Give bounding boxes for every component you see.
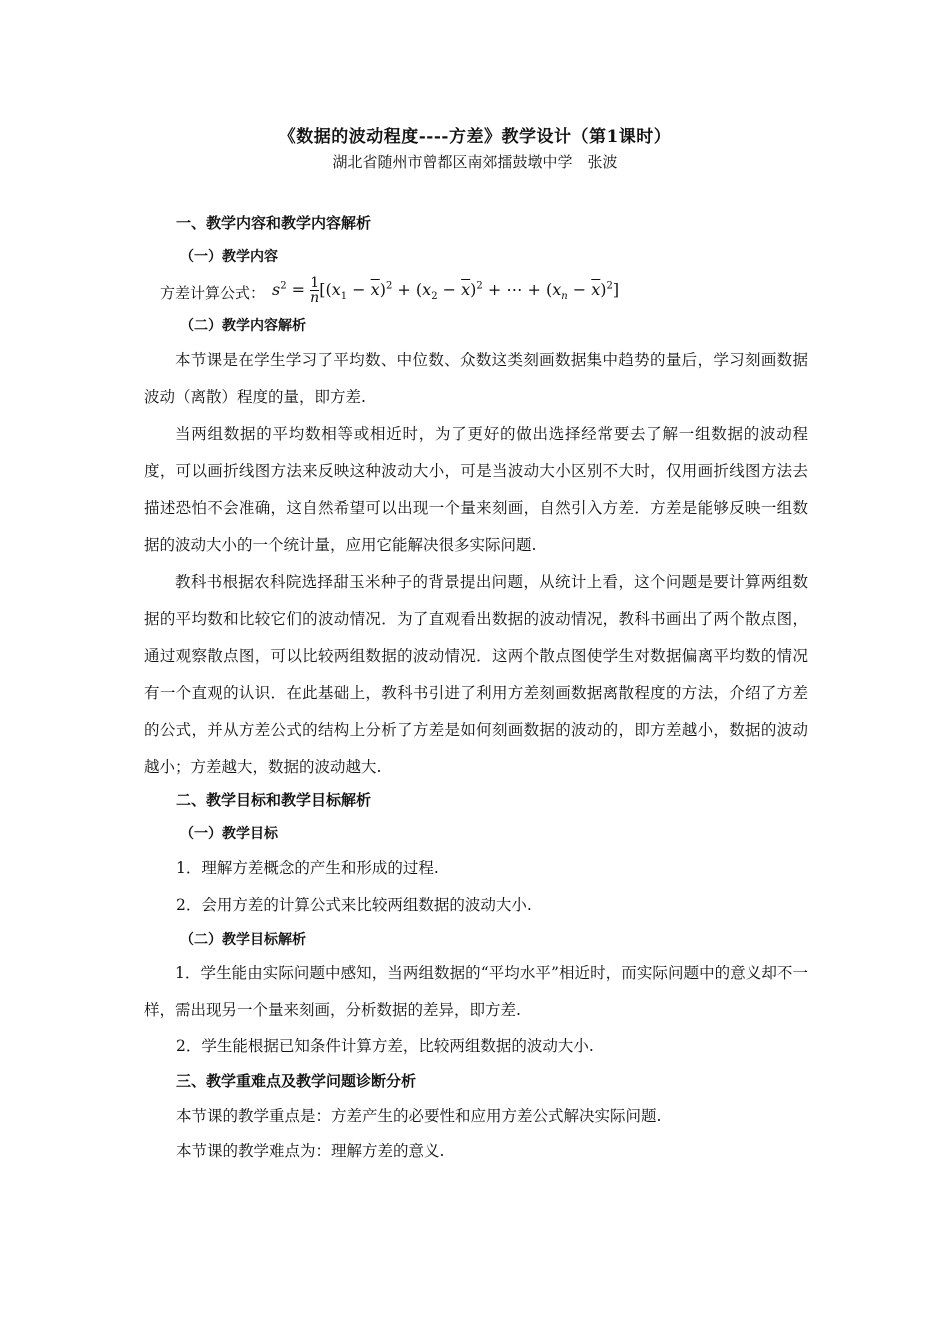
author-line: 湖北省随州市曾都区南郊擂鼓墩中学 张波	[332, 153, 618, 171]
section-1-sub-1: （一）教学内容	[180, 249, 278, 265]
goal-1: 1．理解方差概念的产生和形成的过程.	[176, 859, 439, 877]
goal-analysis-1: 1．学生能由实际问题中感知，当两组数据的“平均水平”相近时，而实际问题中的意义却不一样，需出现另一个量来刻画，分析数据的差异，即方差.	[144, 964, 808, 1019]
section-1-heading: 一、教学内容和教学内容解析	[176, 214, 372, 232]
key-point: 本节课的教学重点是：方差产生的必要性和应用方差公式解决实际问题.	[176, 1107, 662, 1125]
variance-formula: $s^2$ = $\frac{1}{n}$ [$(x_1 - \overline{x})^2 + (x_2 - \overline{x})^2$ + ⋯ + $(x_n - \overline{x})^2$]	[272, 275, 620, 306]
goal-2: 2．会用方差的计算公式来比较两组数据的波动大小.	[176, 896, 532, 914]
document-title: 《数据的波动程度----方差》教学设计（第1课时）	[278, 127, 672, 147]
paragraph-1: 本节课是在学生学习了平均数、中位数、众数这类刻画数据集中趋势的量后，学习刻画数据波动（离散）程度的量，即方差.	[144, 351, 808, 406]
difficult-point: 本节课的教学难点为：理解方差的意义.	[176, 1142, 445, 1160]
formula-label: 方差计算公式：	[160, 284, 266, 302]
section-3-heading: 三、教学重难点及教学问题诊断分析	[176, 1072, 417, 1090]
paragraph-3: 教科书根据农科院选择甜玉米种子的背景提出问题，从统计上看，这个问题是要计算两组数据的平均数和比较它们的波动情况．为了直观看出数据的波动情况，教科书画出了两个散点图，通过观察散点图，可以比较两组数据的波动情况．这两个散点图使学生对数据偏离平均数的情况有一个直观的认识．在此基础上，教科书引进了利用方差刻画数据离散程度的方法，介绍了方差的公式，并从方差公式的结构上分析了方差是如何刻画数据的波动的，即方差越小，数据的波动越小；方差越大，数据的波动越大.	[144, 573, 808, 776]
paragraph-2: 当两组数据的平均数相等或相近时，为了更好的做出选择经常要去了解一组数据的波动程度，可以画折线图方法来反映这种波动大小，可是当波动大小区别不大时，仅用画折线图方法去描述恐怕不会准确，这自然希望可以出现一个量来刻画，自然引入方差．方差是能够反映一组数据的波动大小的一个统计量，应用它能解决很多实际问题.	[144, 425, 808, 554]
section-2-heading: 二、教学目标和教学目标解析	[176, 791, 372, 809]
section-2-sub-1: （一）教学目标	[180, 826, 278, 842]
section-1-sub-2: （二）教学内容解析	[180, 318, 306, 334]
goal-analysis-2: 2．学生能根据已知条件计算方差，比较两组数据的波动大小.	[176, 1037, 594, 1055]
section-2-sub-2: （二）教学目标解析	[180, 932, 306, 948]
